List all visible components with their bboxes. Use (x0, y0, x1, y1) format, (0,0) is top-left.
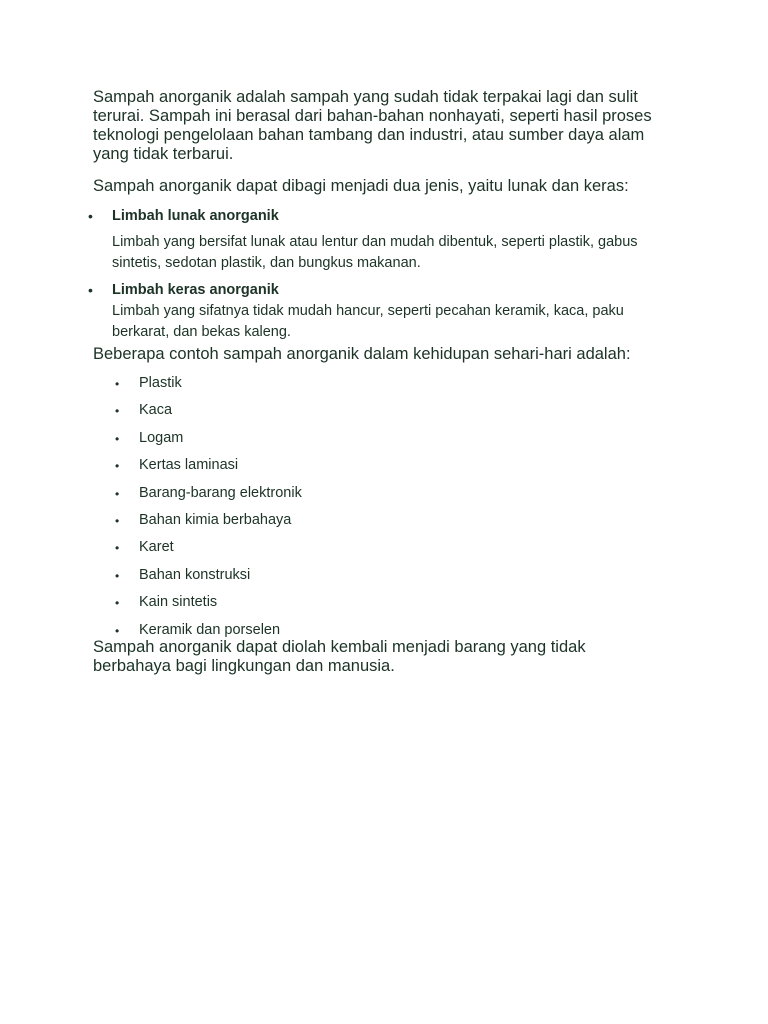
contoh-intro-paragraph: Beberapa contoh sampah anorganik dalam kehidupan sehari-hari adalah: (93, 345, 631, 363)
bullet-icon: • (115, 377, 120, 391)
list-item-label: Bahan konstruksi (139, 566, 251, 583)
bullet-icon: • (115, 596, 120, 611)
bullet-icon: • (115, 541, 120, 556)
list-item-label: Barang-barang elektronik (139, 484, 302, 501)
list-item-label: Plastik (139, 375, 182, 391)
intro-paragraph: Sampah anorganik adalah sampah yang sudah tidak terpakai lagi dan sulit terurai. Sampah ini berasal dari bahan-bahan nonhayati, seperti hasil proses teknologi pengelolaan bahan tambang dan industri, atau sumber daya alam yang tidak terbarui. (93, 88, 652, 163)
list-item-label: Kain sintetis (139, 594, 218, 611)
list-item-label: Logam (139, 429, 184, 446)
bullet-icon: • (88, 208, 93, 224)
bullet-icon: • (115, 459, 120, 474)
bullet-icon: • (115, 404, 120, 419)
list-item-label: Kaca (139, 402, 173, 419)
list-item-label: Karet (139, 539, 174, 556)
jenis-item-description: Limbah yang sifatnya tidak mudah hancur, seperti pecahan keramik, kaca, paku berkarat, dan bekas kaleng. (112, 303, 624, 340)
bullet-icon: • (115, 513, 120, 528)
jenis-item-title: Limbah keras anorganik (112, 282, 279, 298)
bullet-icon: • (115, 486, 120, 501)
bullet-icon: • (115, 623, 120, 638)
list-item-label: Kertas laminasi (139, 457, 239, 474)
bullet-icon: • (115, 431, 120, 446)
list-item-label: Bahan kimia berbahaya (139, 511, 292, 528)
bullet-icon: • (115, 568, 120, 583)
closing-paragraph: Sampah anorganik dapat diolah kembali menjadi barang yang tidak berbahaya bagi lingkungan dan manusia. (93, 638, 586, 675)
bullet-icon: • (88, 282, 93, 298)
jenis-item-title: Limbah lunak anorganik (112, 208, 279, 224)
jenis-intro-paragraph: Sampah anorganik dapat dibagi menjadi dua jenis, yaitu lunak dan keras: (93, 177, 629, 195)
jenis-item-description: Limbah yang bersifat lunak atau lentur dan mudah dibentuk, seperti plastik, gabus sintetis, sedotan plastik, dan bungkus makanan. (112, 234, 638, 271)
list-item-label: Keramik dan porselen (139, 621, 281, 638)
